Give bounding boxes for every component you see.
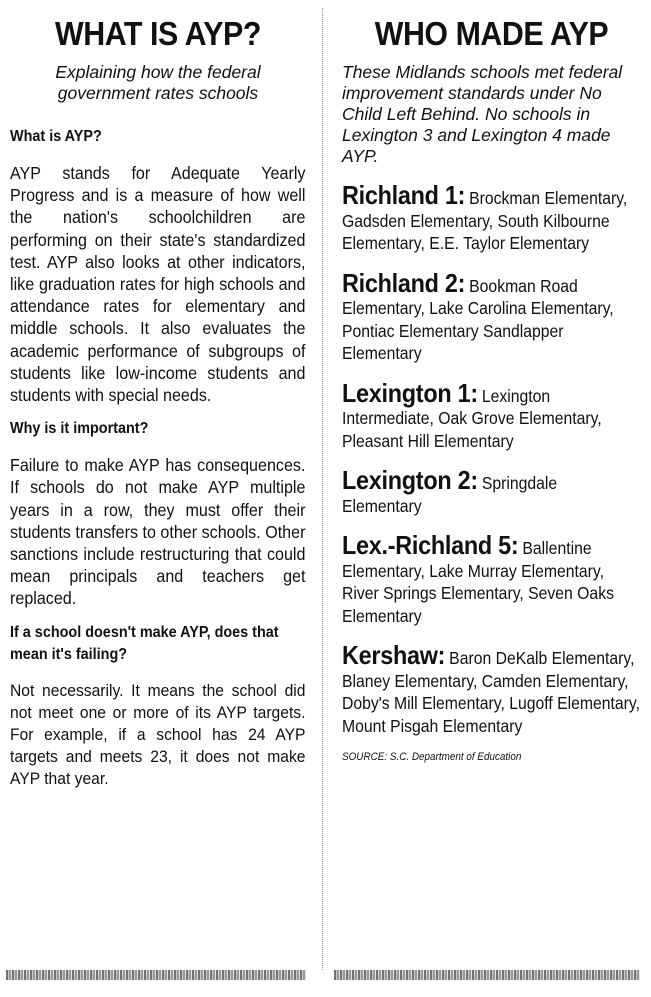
bottom-rule-right: [334, 970, 640, 980]
district-group: [342, 531, 641, 627]
answer-what-is-ayp: AYP stands for Adequate Yearly Progress and is a measure of how well the nation's schoolchildren are performing on their state's standardized test. AYP also looks at other indicators, like graduation rates for high schools and attendance rates for elementary and middle schools. It also evaluates the academic performance of subgroups of students like low-income students and students with special needs.: [10, 163, 306, 406]
right-deck: These Midlands schools met federal improvement standards under No Child Left Behind. No schools in Lexington 3 and Lexington 4 made AYP.: [342, 62, 623, 166]
district-name: Lexington 1:: [342, 377, 478, 408]
district-schools: Bookman Road Elementary, Lake Carolina Elementary, Pontiac Elementary Sandlapper Elementary: [342, 275, 614, 363]
district-name: Richland 2:: [342, 267, 466, 298]
district-name: Lex.-Richland 5:: [342, 530, 519, 560]
bottom-rule-left: [6, 970, 306, 980]
district-name: Lexington 2:: [342, 465, 478, 495]
district-schools: Lexington Intermediate, Oak Grove Elementary, Pleasant Hill Elementary: [342, 385, 602, 451]
district-schools: Springdale Elementary: [342, 473, 558, 516]
who-made-ayp-column: [330, 0, 651, 997]
answer-is-it-failing: Not necessarily. It means the school did not meet one or more of its AYP targets. For example, if a school has 24 AYP targets and meets 23, it does not make AYP that year.: [10, 680, 306, 788]
district-name: Richland 1:: [342, 180, 466, 210]
district-group: [342, 641, 641, 737]
what-is-ayp-column: [0, 0, 318, 997]
right-headline: WHO MADE AYP: [374, 15, 609, 52]
source-credit: SOURCE: S.C. Department of Education: [342, 751, 522, 763]
question-why-important: Why is it important?: [10, 420, 149, 438]
district-group: [342, 181, 641, 255]
district-group: [342, 379, 641, 453]
district-schools: Baron DeKalb Elementary, Blaney Elementary, Camden Elementary, Doby's Mill Elementary, Lugoff Elementary, Mount Pisgah Elementary: [342, 648, 641, 736]
left-headline: WHAT IS AYP?: [55, 15, 261, 52]
district-group: [342, 269, 641, 365]
left-deck: Explaining how the federal government rates schools: [55, 62, 261, 103]
answer-why-important: Failure to make AYP has consequences. If schools do not make AYP multiple years in a row, they must offer their students transfers to other schools. Other sanctions include restructuring that could mean principals and teachers get replaced.: [10, 455, 306, 609]
question-what-is-ayp: What is AYP?: [10, 128, 102, 145]
column-divider: [322, 8, 324, 970]
district-schools: Brockman Elementary, Gadsden Elementary, South Kilbourne Elementary, E.E. Taylor Elementary: [342, 188, 628, 253]
district-group: [342, 466, 641, 517]
district-schools: Ballentine Elementary, Lake Murray Elementary, River Springs Elementary, Seven Oaks Elementary: [342, 538, 614, 626]
district-name: Kershaw:: [342, 640, 446, 670]
question-is-it-failing: If a school doesn't make AYP, does that mean it's failing?: [10, 623, 279, 663]
